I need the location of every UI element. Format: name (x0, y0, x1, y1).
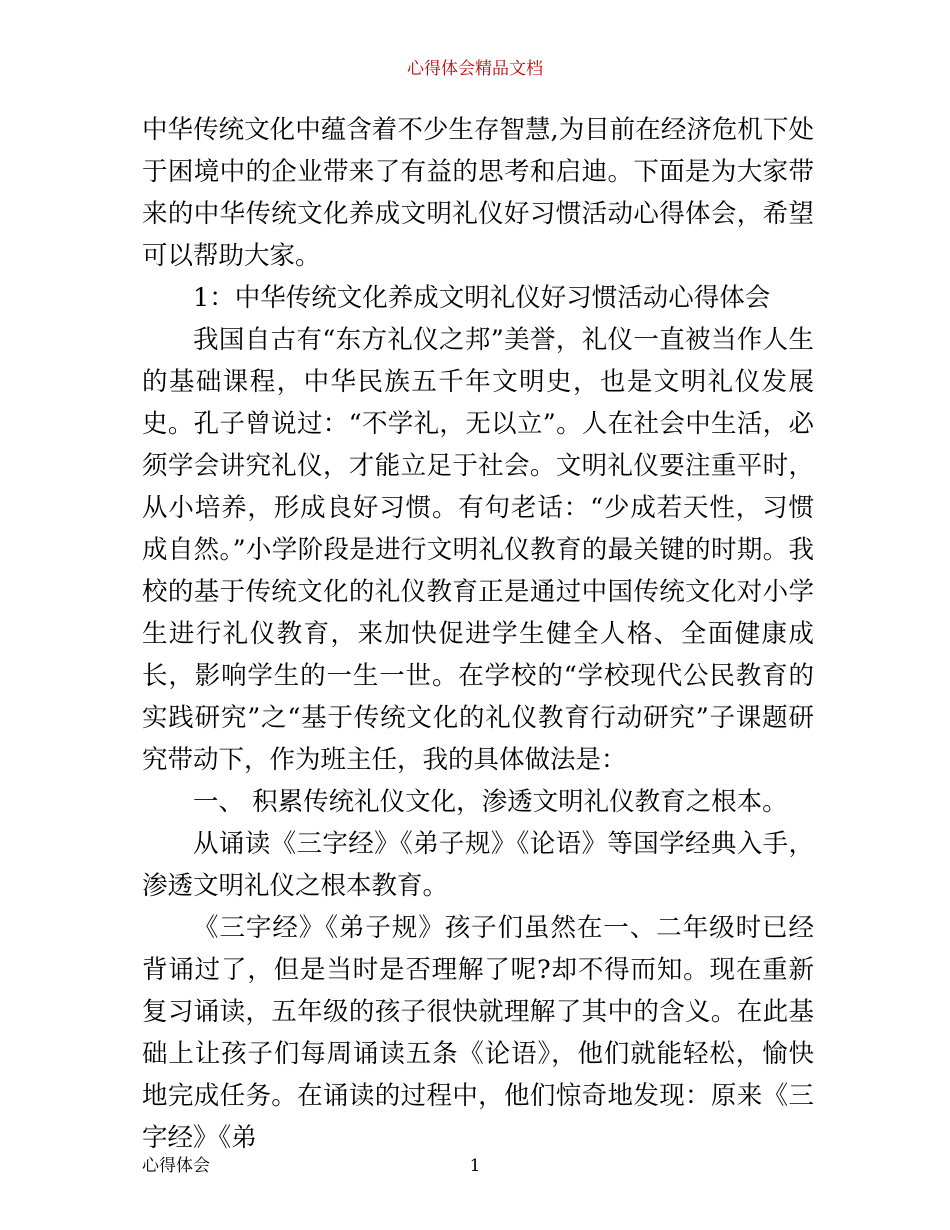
intro-paragraph: 中华传统文化中蕴含着不少生存智慧,为目前在经济危机下处于困境中的企业带来了有益的思考和启迪。下面是为大家带来的中华传统文化养成文明礼仪好习惯活动心得体会，希望可以帮助大家。 (142, 115, 814, 271)
page-number: 1 (469, 1156, 481, 1176)
page-footer-label: 心得体会 (142, 1156, 210, 1176)
page-header-title: 心得体会精品文档 (407, 59, 543, 79)
body-paragraph: 从诵读《三字经》《弟子规》《论语》等国学经典入手，渗透文明礼仪之根本教育。 (142, 829, 814, 901)
section-title: 1：中华传统文化养成文明礼仪好习惯活动心得体会 (193, 283, 771, 313)
body-paragraph: 我国自古有“东方礼仪之邦”美誉，礼仪一直被当作人生的基础课程，中华民族五千年文明史，也是文明礼仪发展史。孔子曾说过：“不学礼，无以立”。人在社会中生活，必须学会讲究礼仪，才能立足于社会。文明礼仪要注重平时，从小培养，形成良好习惯。有句老话：“少成若天性，习惯成自然。”小学阶段是进行文明礼仪教育的最关键的时期。我校的基于传统文化的礼仪教育正是通过中国传统文化对小学生进行礼仪教育，来加快促进学生健全人格、全面健康成长，影响学生的一生一世。在学校的“学校现代公民教育的实践研究”之“基于传统文化的礼仪教育行动研究”子课题研究带动下，作为班主任，我的具体做法是： (142, 325, 814, 775)
subsection-heading: 一、 积累传统礼仪文化，渗透文明礼仪教育之根本。 (193, 787, 788, 817)
body-paragraph: 《三字经》《弟子规》孩子们虽然在一、二年级时已经背诵过了，但是当时是否理解了呢?却不得而知。现在重新复习诵读，五年级的孩子很快就理解了其中的含义。在此基础上让孩子们每周诵读五条《论语》，他们就能轻松，愉快地完成任务。在诵读的过程中，他们惊奇地发现：原来《三字经》《弟 (142, 913, 814, 1153)
document-body (142, 109, 814, 1159)
